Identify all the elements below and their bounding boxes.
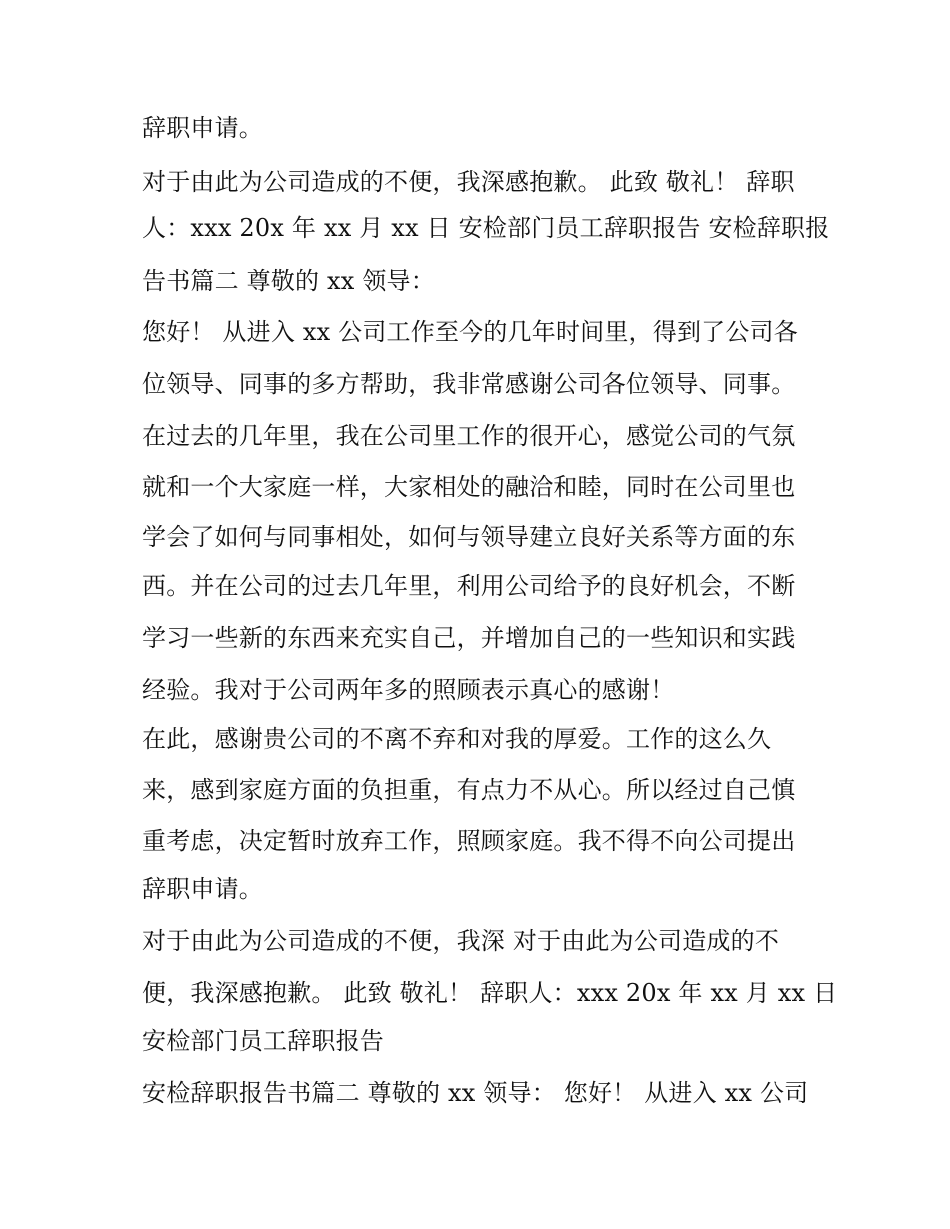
text-line: 告书篇二 尊敬的 xx 领导： [142,267,435,295]
text-line: 便，我深感抱歉。 此致 敬礼！ 辞职人：xxx 20x 年 xx 月 xx 日 [142,979,838,1007]
text-line: 学会了如何与同事相处，如何与领导建立良好关系等方面的东 [142,523,796,551]
text-line: 辞职申请。 [142,114,263,142]
text-line: 安检辞职报告书篇二 尊敬的 xx 领导： 您好！ 从进入 xx 公司 [142,1079,809,1107]
text-line: 安检部门员工辞职报告 [142,1027,384,1055]
text-line: 西。并在公司的过去几年里，利用公司给予的良好机会，不断 [142,572,796,600]
text-line: 就和一个大家庭一样，大家相处的融洽和睦，同时在公司里也 [142,473,796,501]
text-line: 人：xxx 20x 年 xx 月 xx 日 安检部门员工辞职报告 安检辞职报 [142,214,830,242]
text-line: 经验。我对于公司两年多的照顾表示真心的感谢！ [142,676,675,704]
text-line: 学习一些新的东西来充实自己，并增加自己的一些知识和实践 [142,624,796,652]
text-line: 对于由此为公司造成的不便，我深感抱歉。 此致 敬礼！ 辞职 [142,168,795,196]
text-line: 位领导、同事的多方帮助，我非常感谢公司各位领导、同事。 [142,370,796,398]
text-line: 您好！ 从进入 xx 公司工作至今的几年时间里，得到了公司各 [142,318,798,346]
text-line: 在过去的几年里，我在公司里工作的很开心，感觉公司的气氛 [142,422,796,450]
text-line: 来，感到家庭方面的负担重，有点力不从心。所以经过自己慎 [142,776,796,804]
text-line: 重考虑，决定暂时放弃工作，照顾家庭。我不得不向公司提出 [142,827,796,855]
text-line: 在此，感谢贵公司的不离不弃和对我的厚爱。工作的这么久 [142,725,772,753]
text-line: 对于由此为公司造成的不便，我深 对于由此为公司造成的不 [142,927,780,955]
text-line: 辞职申请。 [142,875,263,903]
